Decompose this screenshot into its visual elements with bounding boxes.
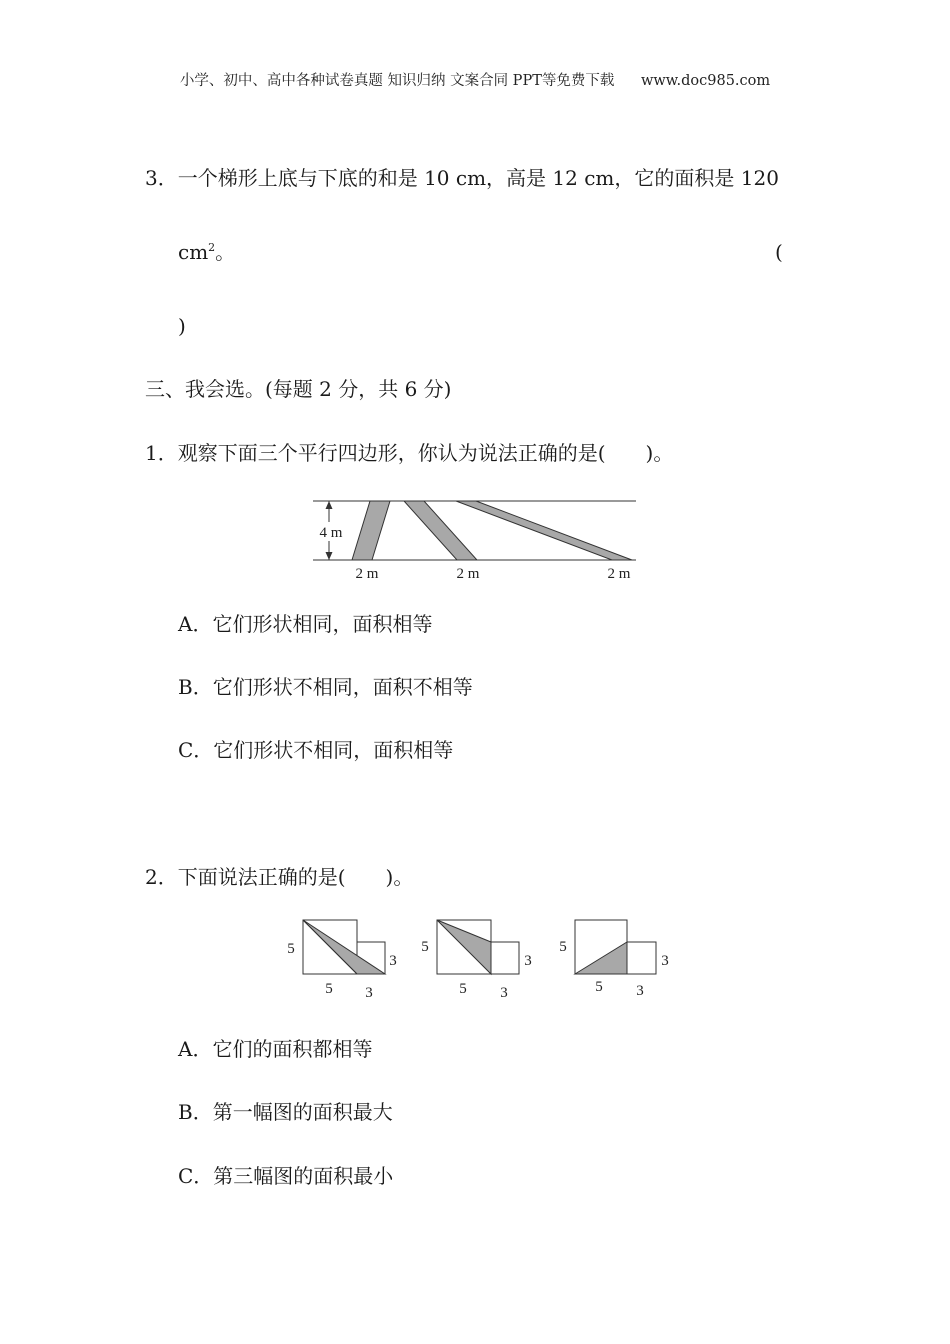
mc1-option-c: C．它们形状不相同，面积相等 [178, 738, 454, 762]
q3-unit: cm [178, 240, 209, 264]
mc2-option-a: A．它们的面积都相等 [178, 1037, 373, 1061]
square-figure-1 [287, 920, 397, 1001]
arrow-up-icon [326, 501, 333, 509]
q3-paren-open: ( [775, 240, 783, 264]
side-label: 5 [287, 941, 295, 957]
shaded-triangle [303, 920, 385, 974]
header-text: 小学、初中、高中各种试卷真题 知识归纳 文案合同 PPT等免费下载 [179, 73, 615, 89]
square-figure-2 [421, 920, 532, 1001]
mc2-question: 2．下面说法正确的是( )。 [145, 865, 414, 889]
q3-period: 。 [215, 240, 236, 264]
base-label-1: 2 m [355, 566, 379, 582]
base-label-2: 2 m [456, 566, 480, 582]
parallelogram-1 [352, 501, 390, 560]
bottom-label-1: 5 [595, 979, 603, 995]
square-figure-3 [559, 920, 669, 999]
section-title: 三、我会选。(每题 2 分，共 6 分) [145, 377, 452, 401]
parallelogram-3 [456, 501, 632, 560]
bottom-label-2: 3 [365, 985, 373, 1001]
parallelogram-2 [404, 501, 477, 560]
side-label: 5 [559, 939, 567, 955]
q3-line2 [178, 240, 235, 264]
mc2-figure-squares [275, 905, 685, 1005]
mc1-figure-parallelograms [305, 490, 655, 590]
bottom-label-1: 5 [325, 981, 333, 997]
small-side-label: 3 [524, 953, 532, 969]
page-header [0, 69, 950, 90]
mc2-option-b: B．第一幅图的面积最大 [178, 1100, 393, 1124]
header-url: www.doc985.com [640, 73, 771, 89]
side-label: 5 [421, 939, 429, 955]
height-label: 4 m [319, 525, 343, 541]
mc1-question: 1．观察下面三个平行四边形，你认为说法正确的是( )。 [145, 441, 674, 465]
diagonal-line [303, 920, 357, 974]
bottom-label-1: 5 [459, 981, 467, 997]
base-label-3: 2 m [607, 566, 631, 582]
q3-unit-sup: 2 [208, 241, 216, 254]
shaded-triangle [437, 920, 491, 974]
arrow-down-icon [326, 552, 333, 560]
mc1-option-a: A．它们形状相同，面积相等 [178, 612, 433, 636]
mc1-option-b: B．它们形状不相同，面积不相等 [178, 675, 473, 699]
mc2-option-c: C．第三幅图的面积最小 [178, 1164, 394, 1188]
small-square [627, 942, 656, 974]
q3-line1: 3．一个梯形上底与下底的和是 10 cm，高是 12 cm，它的面积是 120 [145, 166, 779, 190]
shaded-triangle [575, 942, 627, 974]
small-side-label: 3 [661, 953, 669, 969]
bottom-label-2: 3 [636, 983, 644, 999]
small-side-label: 3 [389, 953, 397, 969]
bottom-label-2: 3 [500, 985, 508, 1001]
q3-paren-close: ) [178, 314, 186, 338]
small-square [491, 942, 519, 974]
